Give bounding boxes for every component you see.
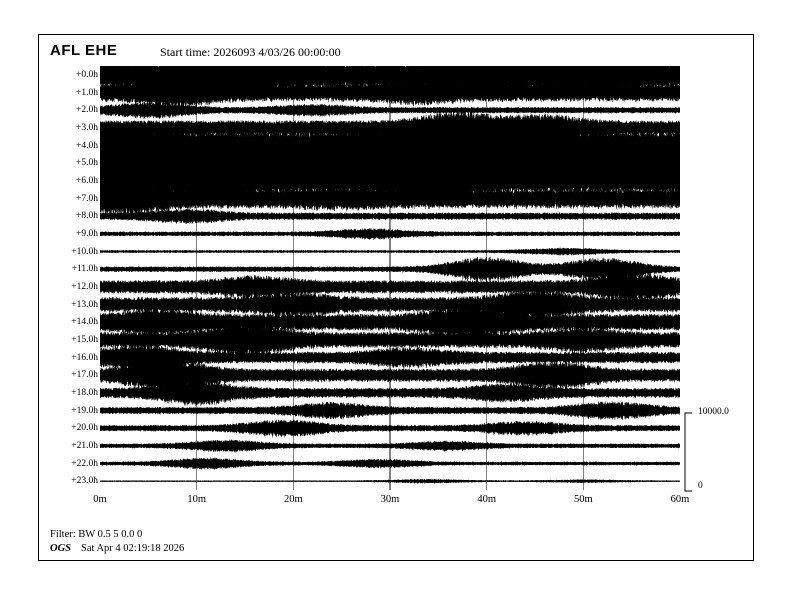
start-time-label: Start time: 2026093 4/03/26 00:00:00 — [160, 45, 341, 59]
footer-credit — [50, 543, 184, 554]
scale-bar-glyph — [684, 412, 748, 492]
render-date-label: Sat Apr 4 02:19:18 2026 — [81, 543, 185, 554]
time-tick-label: 40m — [477, 494, 496, 505]
hour-tick-label: +0.0h — [76, 69, 98, 80]
time-tick-label: 0m — [93, 494, 107, 505]
scale-min-label: 0 — [698, 481, 703, 491]
filter-label: Filter: BW 0.5 5 0.0 0 — [50, 529, 143, 540]
hour-tick-label: +16.0h — [71, 352, 98, 363]
scale-max-label: 10000.0 — [698, 407, 729, 417]
hour-tick-label: +9.0h — [76, 228, 98, 239]
trace-plot-area — [100, 66, 680, 490]
hour-tick-label: +18.0h — [71, 387, 98, 398]
hour-tick-label: +1.0h — [76, 87, 98, 98]
hour-tick-label: +11.0h — [71, 264, 98, 275]
hour-tick-label: +2.0h — [76, 105, 98, 116]
hour-tick-label: +12.0h — [71, 281, 98, 292]
hour-tick-label: +23.0h — [71, 476, 98, 487]
hour-tick-label: +19.0h — [71, 405, 98, 416]
hour-tick-label: +14.0h — [71, 317, 98, 328]
time-tick-label: 60m — [670, 494, 690, 505]
hour-tick-label: +3.0h — [76, 122, 98, 133]
hour-tick-label: +17.0h — [71, 370, 98, 381]
hour-tick-label: +6.0h — [76, 175, 98, 186]
seismogram-traces — [100, 66, 680, 490]
time-tick-label: 20m — [283, 494, 303, 505]
amplitude-scale-bar — [684, 407, 748, 492]
hour-tick-label: +10.0h — [71, 246, 98, 257]
hour-tick-label: +7.0h — [76, 193, 98, 204]
time-tick-label: 10m — [187, 494, 206, 505]
hour-tick-label: +21.0h — [71, 440, 98, 451]
time-axis-labels — [93, 494, 690, 510]
time-tick-label: 50m — [573, 494, 593, 505]
hour-tick-label: +20.0h — [71, 423, 98, 434]
hour-tick-label: +13.0h — [71, 299, 98, 310]
hour-axis-labels — [54, 66, 98, 490]
hour-tick-label: +5.0h — [76, 158, 98, 169]
organization-label: OGS — [50, 543, 72, 554]
station-label: AFL EHE — [50, 42, 118, 59]
hour-tick-label: +4.0h — [76, 140, 98, 151]
time-tick-label: 30m — [380, 494, 400, 505]
hour-tick-label: +22.0h — [71, 458, 98, 469]
hour-tick-label: +8.0h — [76, 211, 98, 222]
hour-tick-label: +15.0h — [71, 334, 98, 345]
